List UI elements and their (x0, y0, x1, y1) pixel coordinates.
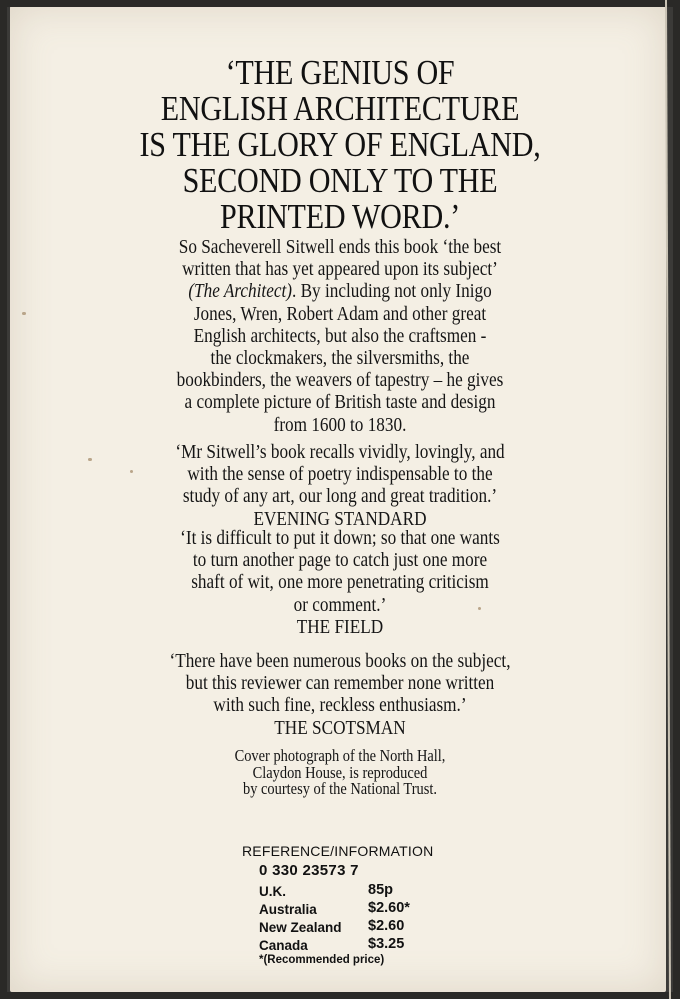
credit-line: Cover photograph of the North Hall, (234, 746, 446, 765)
price-value: $2.60* (368, 900, 410, 916)
credit-line: by courtesy of the National Trust. (242, 779, 438, 799)
review-source: THE FIELD (296, 615, 384, 638)
credit-line: Claydon House, is reproduced (252, 762, 428, 782)
intro-line: Jones, Wren, Robert Adam and other great (193, 302, 487, 325)
headline-line: PRINTED WORD.’ (220, 197, 460, 236)
review-line: shaft of wit, one more penetrating criticism (191, 571, 489, 594)
review-line: ‘It is difficult to put it down; so that one wants (180, 527, 500, 549)
price-value: $2.60 (368, 918, 405, 934)
price-region: New Zealand (259, 920, 342, 935)
isbn-number: 0 330 23573 7 (259, 862, 359, 879)
intro-line: a complete picture of British taste and design (184, 391, 496, 414)
headline-line: ENGLISH ARCHITECTURE (160, 89, 520, 128)
intro-paragraph (82, 236, 598, 436)
recommended-price-note: *(Recommended price) (259, 954, 385, 966)
intro-italic-title: (The Architect) (188, 280, 292, 303)
review-line: but this reviewer can remember none written (185, 672, 495, 695)
headline-line: ‘THE GENIUS OF (225, 53, 455, 92)
price-value: 85p (368, 882, 393, 898)
review-line: to turn another page to catch just one more (192, 549, 488, 572)
headline-quote (82, 55, 598, 235)
review-line: with the sense of poetry indispensable to the (187, 463, 493, 486)
review-line: ‘Mr Sitwell’s book recalls vividly, lovingly, and (175, 441, 505, 463)
intro-line: bookbinders, the weavers of tapestry – he gives (176, 369, 504, 392)
headline-line: SECOND ONLY TO THE (182, 161, 498, 200)
review-line: or comment.’ (293, 593, 387, 616)
review-line: study of any art, our long and great tradition.’ (182, 485, 498, 508)
cover-photo-credit (82, 748, 598, 798)
intro-line: the clockmakers, the silversmiths, the (210, 347, 470, 370)
review-the-field (82, 527, 598, 638)
intro-line: from 1600 to 1830. (273, 413, 407, 436)
price-region: Canada (259, 938, 308, 953)
headline-line: IS THE GLORY OF ENGLAND, (139, 125, 541, 164)
price-value: $3.25 (368, 936, 405, 952)
price-region: U.K. (259, 884, 286, 899)
intro-line: So Sacheverell Sitwell ends this book ‘the best (178, 236, 502, 258)
intro-line: English architects, but also the craftsmen - (193, 324, 487, 347)
review-source: EVENING STANDARD (253, 507, 427, 530)
intro-line (82, 280, 598, 302)
review-source: THE SCOTSMAN (274, 716, 406, 739)
review-line: ‘There have been numerous books on the subject, (169, 650, 511, 672)
review-evening-standard (82, 441, 598, 530)
review-the-scotsman (82, 650, 598, 739)
reference-title: REFERENCE/INFORMATION (242, 843, 434, 859)
intro-line-rest: . By including not only Inigo (291, 280, 492, 303)
review-line: with such fine, reckless enthusiasm.’ (213, 694, 467, 717)
paper-speck (22, 312, 26, 315)
price-region: Australia (259, 902, 317, 917)
intro-line: written that has yet appeared upon its subject’ (182, 258, 498, 281)
